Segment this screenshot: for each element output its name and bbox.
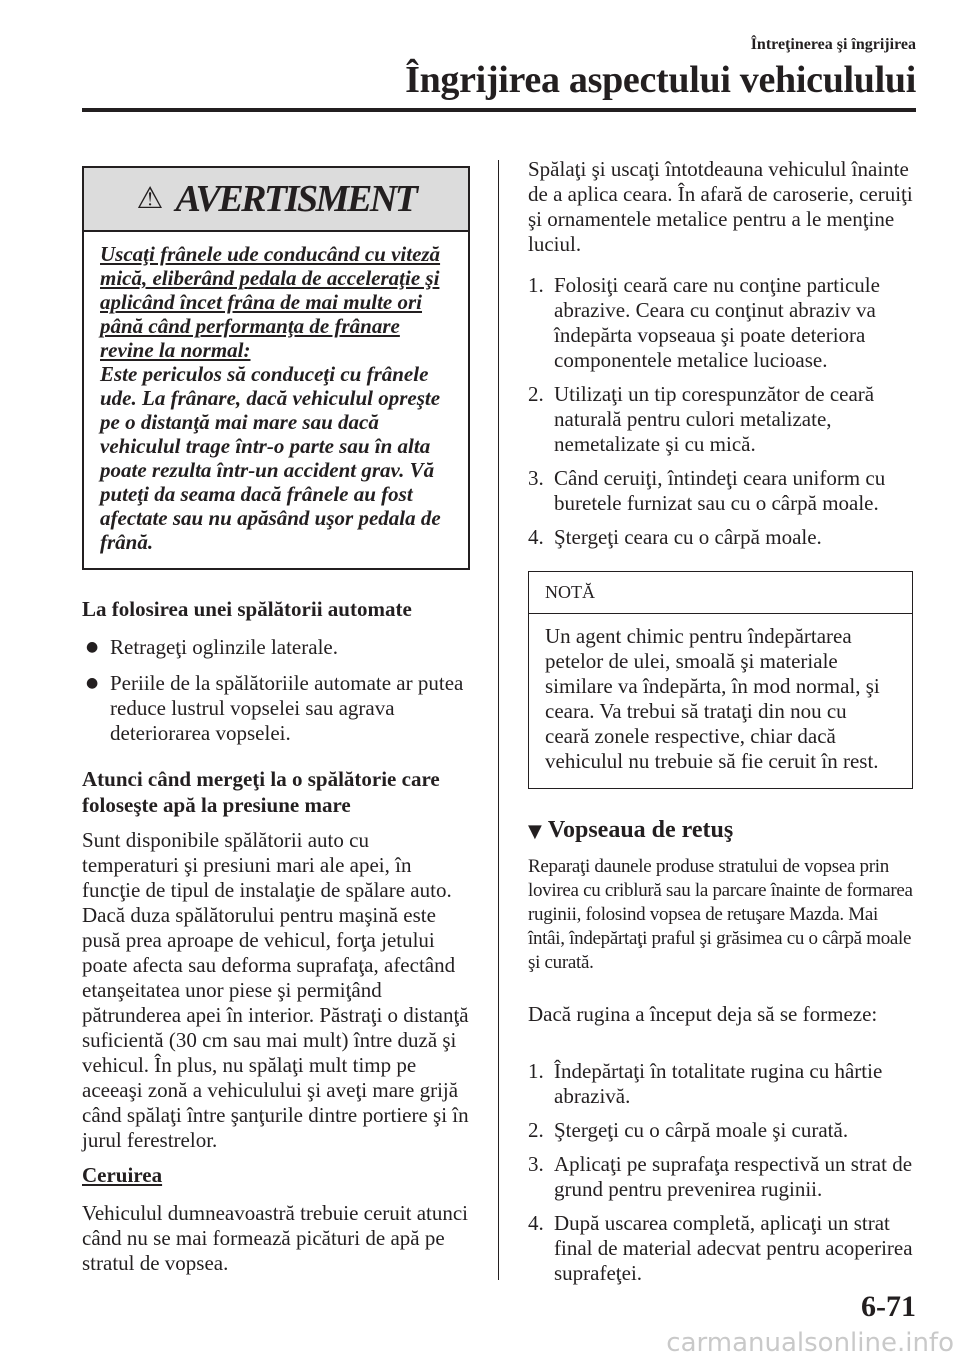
- header-rule: [82, 108, 916, 112]
- list-item: 1. Îndepărtaţi în totalitate rugina cu hârtie abrazivă.: [528, 1059, 883, 1108]
- right-column: [528, 157, 913, 1286]
- note-title: NOTĂ: [529, 572, 912, 614]
- automatic-wash-heading: La folosirea unei spălătorii automate: [82, 597, 412, 621]
- column-divider: [498, 160, 499, 1280]
- warning-header: [84, 168, 468, 232]
- list-item: 3. Când ceruiţi, întindeţi ceara uniform cu buretele furnizat sau cu o cârpă moale.: [528, 466, 886, 515]
- bullet-icon: ●: [86, 675, 99, 691]
- list-item: 3. Aplicaţi pe suprafaţa respectivă un strat de grund pentru prevenirea ruginii.: [528, 1152, 913, 1201]
- list-item: 4. Ştergeţi ceara cu o cârpă moale.: [528, 525, 822, 549]
- note-text: Un agent chimic pentru îndepărtarea petelor de ulei, smoală şi materiale similare va îndepărta, în mod normal, şi ceara. Va trebui să trataţi din nou cu ceară zonele respective, chiar dacă vehiculul nu trebuie să fie ceruit în rest.: [545, 624, 880, 773]
- warning-text: Este periculos să conduceţi cu frânele ude. La frânare, dacă vehiculul opreşte pe o distanţă mai mare sau dacă vehiculul trage într-o parte sau în alta poate rezulta într-un accident grav. Vă puteţi da seama dacă frânele au fost afectate sau nu apăsând uşor pedala de frână.: [100, 362, 441, 554]
- pressure-wash-heading: Atunci când mergeţi la o spălătorie care foloseşte apă la presiune mare: [82, 767, 440, 817]
- warning-triangle-icon: ⚠: [136, 181, 164, 216]
- list-item: ● Periile de la spălătoriile automate ar putea reduce lustrul vopselei sau agrava deteriorarea vopselei.: [86, 671, 464, 745]
- waxing-heading: Ceruirea: [82, 1163, 163, 1187]
- list-item: 2. Ştergeţi cu o cârpă moale şi curată.: [528, 1118, 849, 1142]
- warning-underlined-text: Uscaţi frânele ude conducând cu viteză mică, eliberând pedala de acceleraţie şi aplicând încet frâna de mai multe ori până când performanţa de frânare revine la normal:: [100, 242, 441, 362]
- touchup-text: Reparaţi daunele produse stratului de vopsea prin lovirea cu criblură sau la parcare înainte de formarea ruginii, folosind vopsea de retuşare Mazda. Mai întâi, îndepărtaţi praful şi grăsimea cu o cârpă moale şi curată.: [528, 856, 913, 973]
- waxing-intro: Spălaţi şi uscaţi întotdeauna vehiculul înainte de a aplica ceara. În afară de caroserie, ceruiţi şi ornamentele metalice pentru a le menţine luciul.: [528, 157, 913, 256]
- section-triangle-icon: ▼: [528, 821, 542, 842]
- page-number: 6-71: [861, 1290, 916, 1323]
- chapter-title: Întreţinerea şi îngrijirea: [750, 36, 916, 53]
- bullet-icon: ●: [86, 639, 99, 655]
- page-title: Îngrijirea aspectului vehiculului: [405, 59, 916, 101]
- note-box: [528, 571, 913, 789]
- left-column: [82, 160, 470, 1276]
- list-item: 4. După uscarea completă, aplicaţi un strat final de material adecvat pentru acoperirea suprafeţei.: [528, 1211, 913, 1285]
- waxing-text: Vehiculul dumneavoastră trebuie ceruit atunci când nu se mai formează picături de apă pe stratul de vopsea.: [82, 1201, 469, 1275]
- watermark: carmanualsonline.info: [666, 1328, 954, 1358]
- list-item: 1. Folosiţi ceară care nu conţine particule abrazive. Ceara cu conţinut abraziv va îndepărta vopseaua şi poate deteriora componentele metalice lucioase.: [528, 273, 880, 372]
- warning-box: [82, 166, 470, 570]
- warning-body: [84, 232, 468, 568]
- touchup-heading: ▼ Vopseaua de retuş: [528, 817, 734, 843]
- warning-title: AVERTISMENT: [175, 178, 416, 220]
- rust-intro: Dacă rugina a început deja să se formeze:: [528, 1002, 878, 1026]
- list-item: ● Retrageţi oglinzile laterale.: [86, 635, 338, 659]
- list-item: 2. Utilizaţi un tip corespunzător de ceară naturală pentru culori metalizate, nemetalizate şi cu mică.: [528, 382, 875, 456]
- pressure-wash-text: Sunt disponibile spălătorii auto cu temperaturi şi presiuni mari ale apei, în funcţie de tipul de instalaţie de spălare auto. Dacă duza spălătorului pentru maşină este pusă prea aproape de vehicul, forţa jetului poate afecta sau deforma suprafaţa, afectând etanşeitatea unor piese şi permiţând pătrunderea apei în interior. Păstraţi o distanţă suficientă (30 cm sau mai mult) între duză şi vehicul. În plus, nu spălaţi mult timp pe aceeaşi zonă a vehiculului şi aveţi mare grijă când spălaţi între şanţurile dintre portiere şi în jurul ferestrelor.: [82, 828, 469, 1152]
